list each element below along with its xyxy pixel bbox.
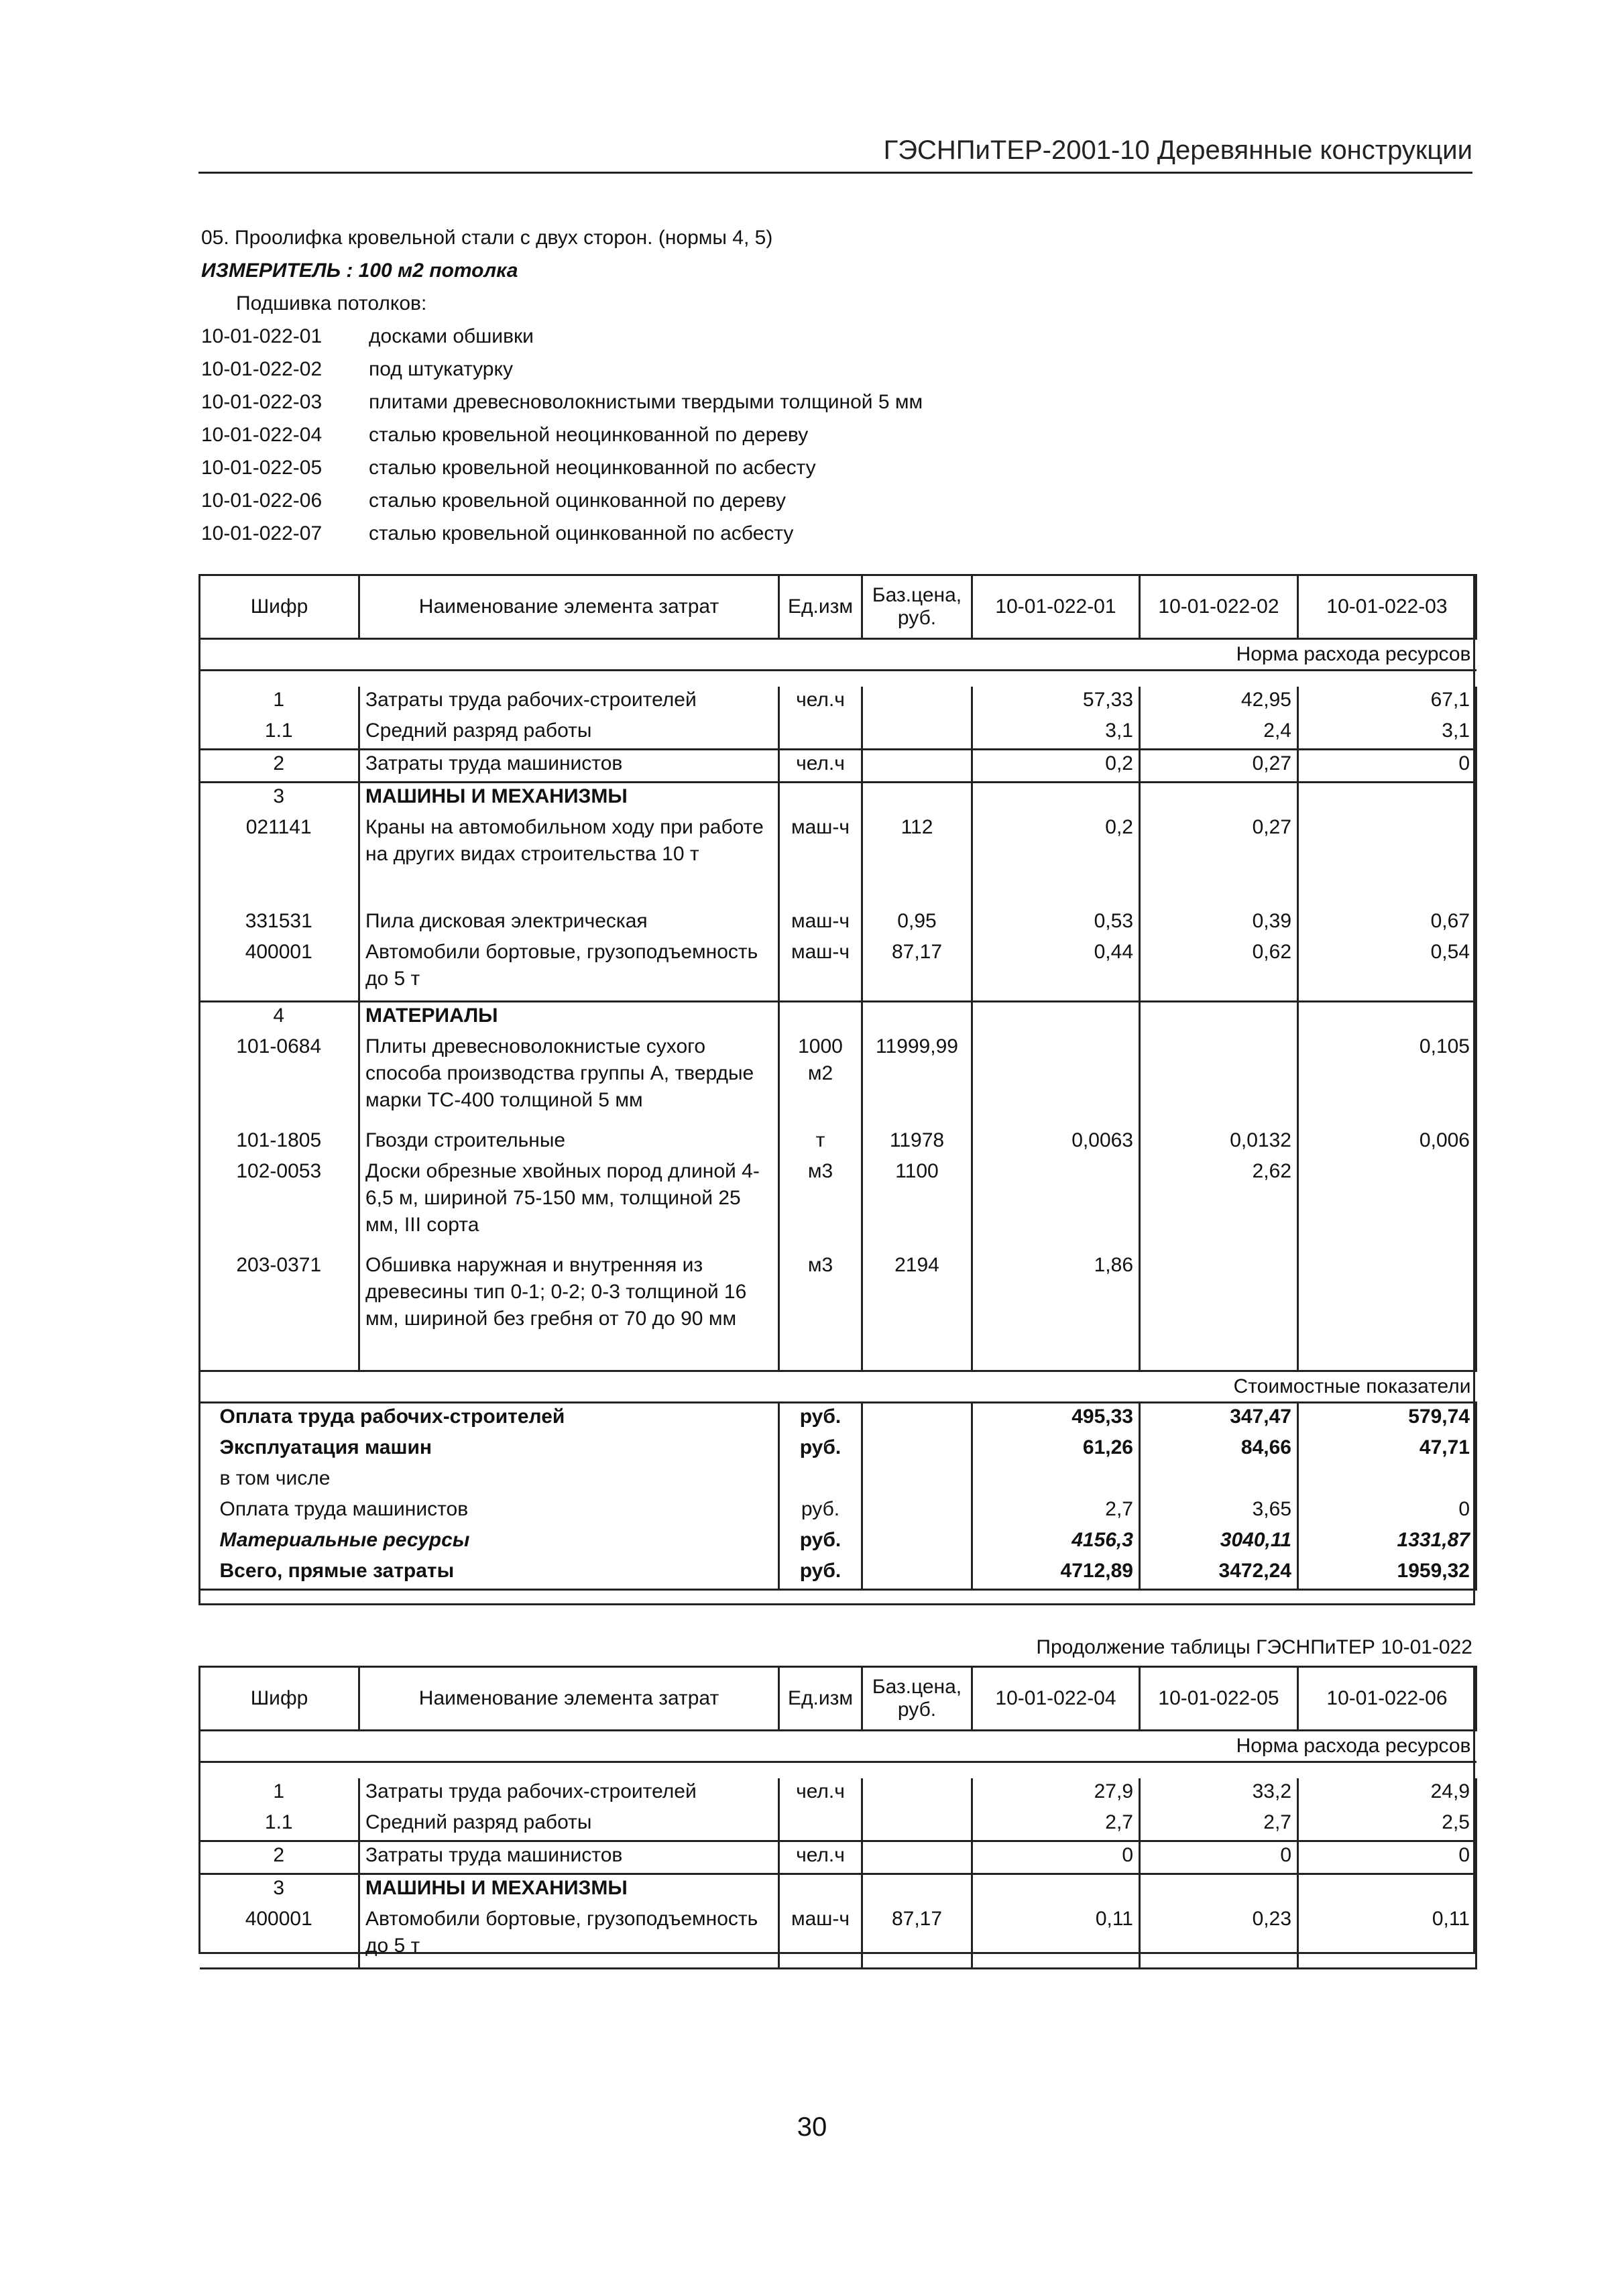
table-row — [200, 939, 1476, 1002]
row-price: 11999,99 — [862, 1033, 972, 1127]
cost-row — [200, 1558, 1476, 1590]
header-name: Наименование элемента затрат — [359, 575, 779, 639]
cost-row — [200, 1402, 1476, 1434]
cost-value-1 — [972, 1465, 1140, 1496]
row-code: 400001 — [200, 1906, 359, 1969]
norm-code: 10-01-022-03 — [201, 391, 323, 413]
cost-value-3 — [1298, 1465, 1476, 1496]
code-list-item — [201, 451, 1475, 484]
header-norm-col: 10-01-022-05 — [1140, 1667, 1298, 1731]
row-name: МАШИНЫ И МЕХАНИЗМЫ — [359, 782, 779, 814]
row-code: 101-0684 — [236, 1035, 322, 1057]
table-header-row — [200, 1667, 1476, 1731]
row-unit: маш-ч — [779, 1906, 862, 1969]
cost-label-row — [200, 1371, 1476, 1402]
row-unit: чел.ч — [779, 1778, 862, 1809]
cost-name: Эксплуатация машин — [200, 1434, 779, 1465]
table-row — [200, 749, 1476, 782]
header-base-price: Баз.цена, руб. — [862, 1667, 972, 1731]
row-code: 1.1 — [264, 1811, 293, 1833]
row-value-1: 0,44 — [972, 939, 1140, 1002]
cost-value-3: 0 — [1298, 1496, 1476, 1527]
section-intro — [201, 221, 1475, 550]
row-value-2 — [1140, 782, 1298, 814]
row-code: 1 — [273, 688, 285, 711]
row-name: Краны на автомобильном ходу при работе на других видах строительства 10 т — [359, 814, 779, 908]
table-row — [200, 687, 1476, 718]
row-unit — [779, 1874, 862, 1906]
row-name: Гвозди строительные — [359, 1127, 779, 1158]
row-code: 102-0053 — [236, 1159, 322, 1182]
row-price: 0,95 — [862, 908, 972, 939]
row-value-3: 0,54 — [1298, 939, 1476, 1002]
row-unit: маш-ч — [779, 939, 862, 1002]
norm-label-row — [200, 639, 1476, 671]
row-price: 87,17 — [862, 1906, 972, 1969]
row-unit: 1000 м2 — [779, 1033, 862, 1127]
cost-unit: руб. — [779, 1434, 862, 1465]
row-value-2: 0,0132 — [1140, 1127, 1298, 1158]
row-value-3 — [1298, 782, 1476, 814]
row-value-2: 0,23 — [1140, 1906, 1298, 1969]
code-list-item — [201, 517, 1475, 550]
row-value-2 — [1140, 1252, 1298, 1371]
table-row — [200, 908, 1476, 939]
resource-norms-table-2 — [198, 1666, 1477, 1969]
cost-value-2: 3,65 — [1140, 1496, 1298, 1527]
cost-label: Стоимостные показатели — [200, 1371, 1476, 1402]
intro-subtitle: Подшивка потолков: — [236, 292, 427, 314]
row-value-3: 2,5 — [1298, 1809, 1476, 1841]
row-price: 2194 — [862, 1252, 972, 1371]
header-name: Наименование элемента затрат — [359, 1667, 779, 1731]
row-value-2: 2,7 — [1140, 1809, 1298, 1841]
cost-value-1: 61,26 — [972, 1434, 1140, 1465]
row-name: Средний разряд работы — [359, 718, 779, 750]
cost-value-2: 347,47 — [1140, 1402, 1298, 1434]
row-value-2: 42,95 — [1140, 687, 1298, 718]
cost-name: Оплата труда рабочих-строителей — [200, 1402, 779, 1434]
code-list-item — [201, 386, 1475, 418]
cost-unit: руб. — [779, 1496, 862, 1527]
row-price — [862, 782, 972, 814]
row-name: Плиты древесноволокнистые сухого способа производства группы А, твердые марки ТС-400 толщиной 5 мм — [359, 1033, 779, 1127]
table-row — [200, 782, 1476, 814]
row-name: МАШИНЫ И МЕХАНИЗМЫ — [359, 1874, 779, 1906]
norm-label: Норма расхода ресурсов — [200, 639, 1476, 671]
row-value-1: 0,2 — [972, 814, 1140, 908]
cost-name: Материальные ресурсы — [200, 1527, 779, 1558]
continuation-caption: Продолжение таблицы ГЭСНПиТЕР 10-01-022 — [1036, 1636, 1472, 1658]
row-value-1 — [972, 1158, 1140, 1252]
norm-code: 10-01-022-01 — [201, 325, 323, 347]
norm-code: 10-01-022-04 — [201, 424, 323, 446]
row-unit — [779, 782, 862, 814]
row-code: 1 — [273, 1780, 285, 1802]
row-price — [862, 1001, 972, 1033]
row-value-1: 57,33 — [972, 687, 1140, 718]
cost-value-3: 47,71 — [1298, 1434, 1476, 1465]
cost-value-3: 579,74 — [1298, 1402, 1476, 1434]
row-value-3 — [1298, 1001, 1476, 1033]
row-value-1: 2,7 — [972, 1809, 1140, 1841]
row-value-3: 3,1 — [1298, 718, 1476, 750]
header-unit: Ед.изм — [779, 575, 862, 639]
table-row — [200, 1778, 1476, 1809]
norm-label: Норма расхода ресурсов — [200, 1731, 1476, 1762]
row-name: МАТЕРИАЛЫ — [359, 1001, 779, 1033]
row-value-3: 0,11 — [1298, 1906, 1476, 1969]
cost-value-2: 3472,24 — [1140, 1558, 1298, 1590]
row-price: 1100 — [862, 1158, 972, 1252]
row-value-1: 0,0063 — [972, 1127, 1140, 1158]
norm-description: сталью кровельной оцинкованной по дереву — [369, 490, 786, 512]
row-code: 331531 — [245, 909, 312, 932]
cost-row — [200, 1527, 1476, 1558]
measure-unit: ИЗМЕРИТЕЛЬ : 100 м2 потолка — [201, 260, 518, 282]
row-price — [862, 718, 972, 750]
cost-value-2: 84,66 — [1140, 1434, 1298, 1465]
row-code: 2 — [200, 1841, 359, 1874]
row-name: Затраты труда рабочих-строителей — [359, 1778, 779, 1809]
cost-value-1: 4712,89 — [972, 1558, 1140, 1590]
header-norm-col: 10-01-022-02 — [1140, 575, 1298, 639]
table-row — [200, 1252, 1476, 1371]
row-value-3: 67,1 — [1298, 687, 1476, 718]
row-value-3 — [1298, 1874, 1476, 1906]
row-name: Затраты труда рабочих-строителей — [359, 687, 779, 718]
header-norm-col: 10-01-022-03 — [1298, 575, 1476, 639]
row-unit: м3 — [779, 1252, 862, 1371]
row-value-2: 0 — [1140, 1841, 1298, 1874]
row-price — [862, 1778, 972, 1809]
table-row — [200, 1158, 1476, 1252]
table-row — [200, 1841, 1476, 1874]
norm-description: досками обшивки — [369, 325, 534, 347]
row-value-3: 0 — [1298, 1841, 1476, 1874]
row-unit: чел.ч — [779, 687, 862, 718]
table-row — [200, 1809, 1476, 1841]
row-value-3 — [1298, 814, 1476, 908]
row-value-1: 0 — [972, 1841, 1140, 1874]
row-value-1: 3,1 — [972, 718, 1140, 750]
row-price — [862, 1874, 972, 1906]
row-value-2: 0,27 — [1140, 749, 1298, 782]
row-value-1 — [972, 782, 1140, 814]
cost-unit: руб. — [779, 1527, 862, 1558]
row-code: 3 — [200, 1874, 359, 1906]
row-value-3: 24,9 — [1298, 1778, 1476, 1809]
code-list-item — [201, 353, 1475, 386]
row-unit: м3 — [779, 1158, 862, 1252]
row-value-1: 0,11 — [972, 1906, 1140, 1969]
header-code: Шифр — [200, 1667, 359, 1731]
cost-name: Оплата труда машинистов — [200, 1496, 779, 1527]
row-unit: маш-ч — [779, 814, 862, 908]
header-norm-col: 10-01-022-04 — [972, 1667, 1140, 1731]
norm-description: под штукатурку — [369, 358, 513, 380]
code-list-item — [201, 418, 1475, 451]
row-code: 4 — [200, 1001, 359, 1033]
row-price — [862, 1841, 972, 1874]
row-name: Обшивка наружная и внутренняя из древесины тип 0-1; 0-2; 0-3 толщиной 16 мм, шириной без гребня от 70 до 90 мм — [359, 1252, 779, 1371]
row-code: 3 — [200, 782, 359, 814]
header-norm-col: 10-01-022-06 — [1298, 1667, 1476, 1731]
row-unit — [779, 1809, 862, 1841]
norm-description: сталью кровельной оцинкованной по асбесту — [369, 522, 794, 544]
norm-description: сталью кровельной неоцинкованной по асбесту — [369, 457, 816, 479]
row-value-2 — [1140, 1001, 1298, 1033]
row-unit: чел.ч — [779, 749, 862, 782]
row-value-3: 0 — [1298, 749, 1476, 782]
code-list-item — [201, 484, 1475, 517]
row-value-1: 27,9 — [972, 1778, 1140, 1809]
row-value-2: 0,27 — [1140, 814, 1298, 908]
header-code: Шифр — [200, 575, 359, 639]
norm-code: 10-01-022-02 — [201, 358, 323, 380]
row-unit: маш-ч — [779, 908, 862, 939]
cost-value-1: 4156,3 — [972, 1527, 1140, 1558]
row-unit — [779, 718, 862, 750]
header-unit: Ед.изм — [779, 1667, 862, 1731]
norm-code: 10-01-022-06 — [201, 490, 323, 512]
cost-unit: руб. — [779, 1402, 862, 1434]
row-price: 87,17 — [862, 939, 972, 1002]
row-value-2 — [1140, 1874, 1298, 1906]
row-value-3: 0,105 — [1298, 1033, 1476, 1127]
row-name: Затраты труда машинистов — [359, 749, 779, 782]
row-name: Автомобили бортовые, грузоподъемность до 5 т — [359, 1906, 779, 1969]
row-code: 400001 — [245, 940, 312, 963]
cost-value-3: 1959,32 — [1298, 1558, 1476, 1590]
cost-unit — [779, 1465, 862, 1496]
row-price — [862, 749, 972, 782]
row-value-1: 0,2 — [972, 749, 1140, 782]
norm-code: 10-01-022-05 — [201, 457, 323, 479]
norm-description: сталью кровельной неоцинкованной по дереву — [369, 424, 809, 446]
row-price: 112 — [862, 814, 972, 908]
row-value-3 — [1298, 1252, 1476, 1371]
row-code: 101-1805 — [236, 1129, 322, 1151]
cost-value-2: 3040,11 — [1140, 1527, 1298, 1558]
row-value-3: 0,67 — [1298, 908, 1476, 939]
row-price — [862, 687, 972, 718]
row-code: 203-0371 — [236, 1253, 322, 1276]
row-value-2: 33,2 — [1140, 1778, 1298, 1809]
table-row — [200, 1127, 1476, 1158]
row-price: 11978 — [862, 1127, 972, 1158]
row-code: 021141 — [245, 815, 312, 838]
row-value-2 — [1140, 1033, 1298, 1127]
row-unit — [779, 1001, 862, 1033]
row-price — [862, 1809, 972, 1841]
cost-value-2 — [1140, 1465, 1298, 1496]
row-value-3: 0,006 — [1298, 1127, 1476, 1158]
table-row — [200, 718, 1476, 750]
row-value-1 — [972, 1874, 1140, 1906]
page-number: 30 — [797, 2112, 827, 2142]
row-value-1: 0,53 — [972, 908, 1140, 939]
table-row — [200, 1906, 1476, 1969]
row-value-2: 2,4 — [1140, 718, 1298, 750]
table-header-row — [200, 575, 1476, 639]
cost-value-1: 495,33 — [972, 1402, 1140, 1434]
table-row — [200, 1001, 1476, 1033]
row-name: Средний разряд работы — [359, 1809, 779, 1841]
table-row — [200, 814, 1476, 908]
row-code: 1.1 — [264, 719, 293, 742]
cost-row — [200, 1465, 1476, 1496]
cost-name: в том числе — [200, 1465, 779, 1496]
row-name: Автомобили бортовые, грузоподъемность до 5 т — [359, 939, 779, 1002]
row-name: Пила дисковая электрическая — [359, 908, 779, 939]
row-name: Доски обрезные хвойных пород длиной 4-6,5 м, шириной 75-150 мм, толщиной 25 мм, III сорта — [359, 1158, 779, 1252]
row-value-1 — [972, 1001, 1140, 1033]
cost-unit: руб. — [779, 1558, 862, 1590]
row-value-1: 1,86 — [972, 1252, 1140, 1371]
intro-note: 05. Проолифка кровельной стали с двух сторон. (нормы 4, 5) — [201, 227, 773, 249]
row-unit: чел.ч — [779, 1841, 862, 1874]
cost-row — [200, 1496, 1476, 1527]
row-value-3 — [1298, 1158, 1476, 1252]
running-header: ГЭСНПиТЕР-2001-10 Деревянные конструкции — [198, 129, 1472, 174]
cost-value-3: 1331,87 — [1298, 1527, 1476, 1558]
table-row — [200, 1874, 1476, 1906]
row-name: Затраты труда машинистов — [359, 1841, 779, 1874]
table-row — [200, 1033, 1476, 1127]
cost-value-1: 2,7 — [972, 1496, 1140, 1527]
row-value-1 — [972, 1033, 1140, 1127]
row-unit: т — [779, 1127, 862, 1158]
row-value-2: 2,62 — [1140, 1158, 1298, 1252]
norm-description: плитами древесноволокнистыми твердыми толщиной 5 мм — [369, 391, 923, 413]
header-norm-col: 10-01-022-01 — [972, 575, 1140, 639]
header-base-price: Баз.цена, руб. — [862, 575, 972, 639]
resource-norms-table-1 — [198, 574, 1477, 1591]
norm-code: 10-01-022-07 — [201, 522, 323, 544]
row-value-2: 0,62 — [1140, 939, 1298, 1002]
code-list-item — [201, 320, 1475, 353]
row-code: 2 — [200, 749, 359, 782]
row-value-2: 0,39 — [1140, 908, 1298, 939]
norm-label-row — [200, 1731, 1476, 1762]
cost-row — [200, 1434, 1476, 1465]
cost-name: Всего, прямые затраты — [200, 1558, 779, 1590]
